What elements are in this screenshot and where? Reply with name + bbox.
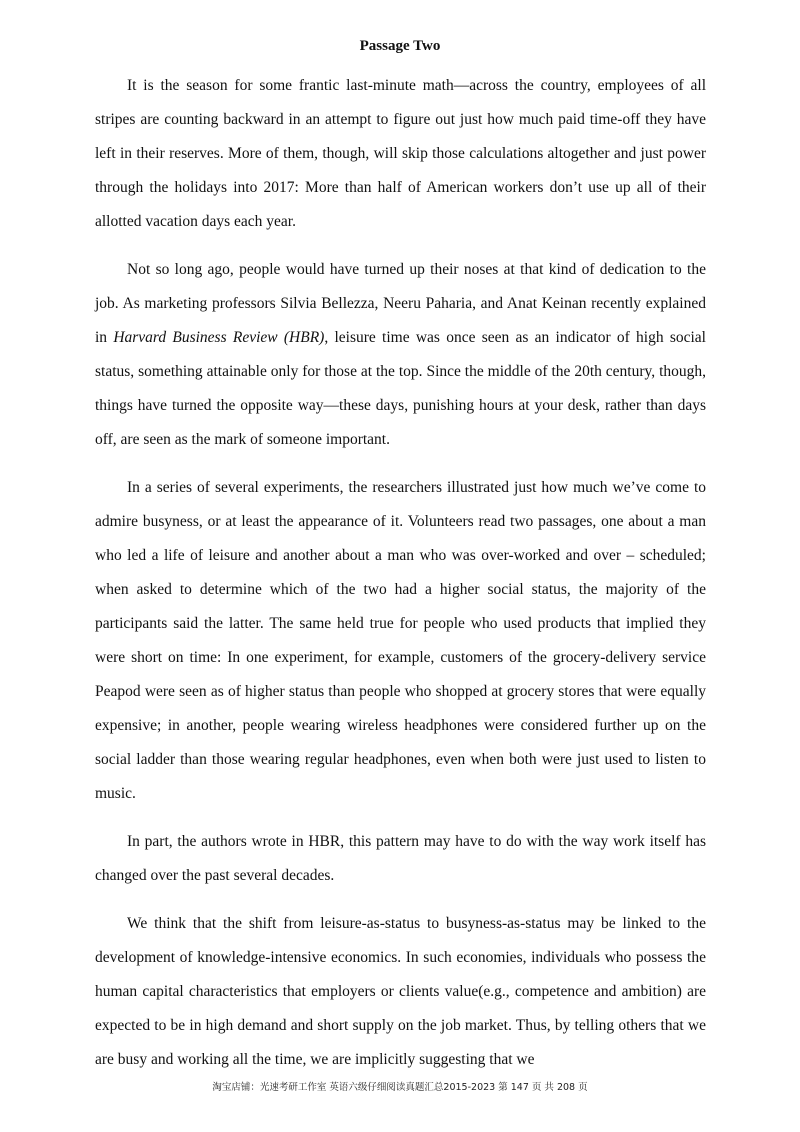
paragraph-p1 (95, 69, 706, 239)
passage-body (95, 69, 706, 1091)
paragraph-text: It is the season for some frantic last-minute math—across the country, employees of all stripes are counting backward in an attempt to figure out just how much paid time-off they have left in their reserves. More of them, though, will skip those calculations altogether and just power through the holidays into 2017: More than half of American workers don’t use up all of their allotted vacation days each year. (95, 77, 706, 230)
paragraph-text: We think that the shift from leisure-as-status to busyness-as-status may be linked to the development of knowledge-intensive economics. In such economies, individuals who possess the human capital characteristics that employers or clients value(e.g., competence and ambition) are expected to be in high demand and short supply on the job market. Thus, by telling others that we are busy and working all the time, we are implicitly suggesting that we (95, 915, 706, 1068)
paragraph-text: Not so long ago, people would have turned up their noses at that kind of dedication to the job. As marketing professors Silvia Bellezza, Neeru Paharia, and Anat Keinan recently explained in (95, 261, 706, 346)
paragraph-text: , leisure time was once seen as an indicator of high social status, something attainable only for those at the top. Since the middle of the 20th century, though, things have turned the opposite way—these days, punishing hours at your desk, rather than days off, are seen as the mark of someone important. (95, 329, 706, 448)
paragraph-p2 (95, 253, 706, 457)
paragraph-p4 (95, 825, 706, 893)
paragraph-text: In a series of several experiments, the researchers illustrated just how much we’ve come to admire busyness, or at least the appearance of it. Volunteers read two passages, one about a man who led a life of leisure and another about a man who was over-worked and over – scheduled; when asked to determine which of the two had a higher social status, the majority of the participants said the latter. The same held true for people who used products that implied they were short on time: In one experiment, for example, customers of the grocery-delivery service Peapod were seen as of higher status than people who shopped at grocery stores that were equally expensive; in another, people wearing wireless headphones were considered further up on the social ladder than those wearing regular headphones, even when both were just used to listen to music. (95, 479, 706, 802)
page-title: Passage Two (359, 38, 441, 54)
paragraph-p3 (95, 471, 706, 811)
paragraph-text: In part, the authors wrote in HBR, this pattern may have to do with the way work itself has changed over the past several decades. (95, 833, 706, 884)
paragraph-p5 (95, 907, 706, 1077)
italic-source-title: Harvard Business Review (HBR) (113, 329, 325, 346)
page-footer: 淘宝店铺：光速考研工作室 英语六级仔细阅读真题汇总2015-2023 第 147 页 共 208 页 (212, 1082, 588, 1093)
